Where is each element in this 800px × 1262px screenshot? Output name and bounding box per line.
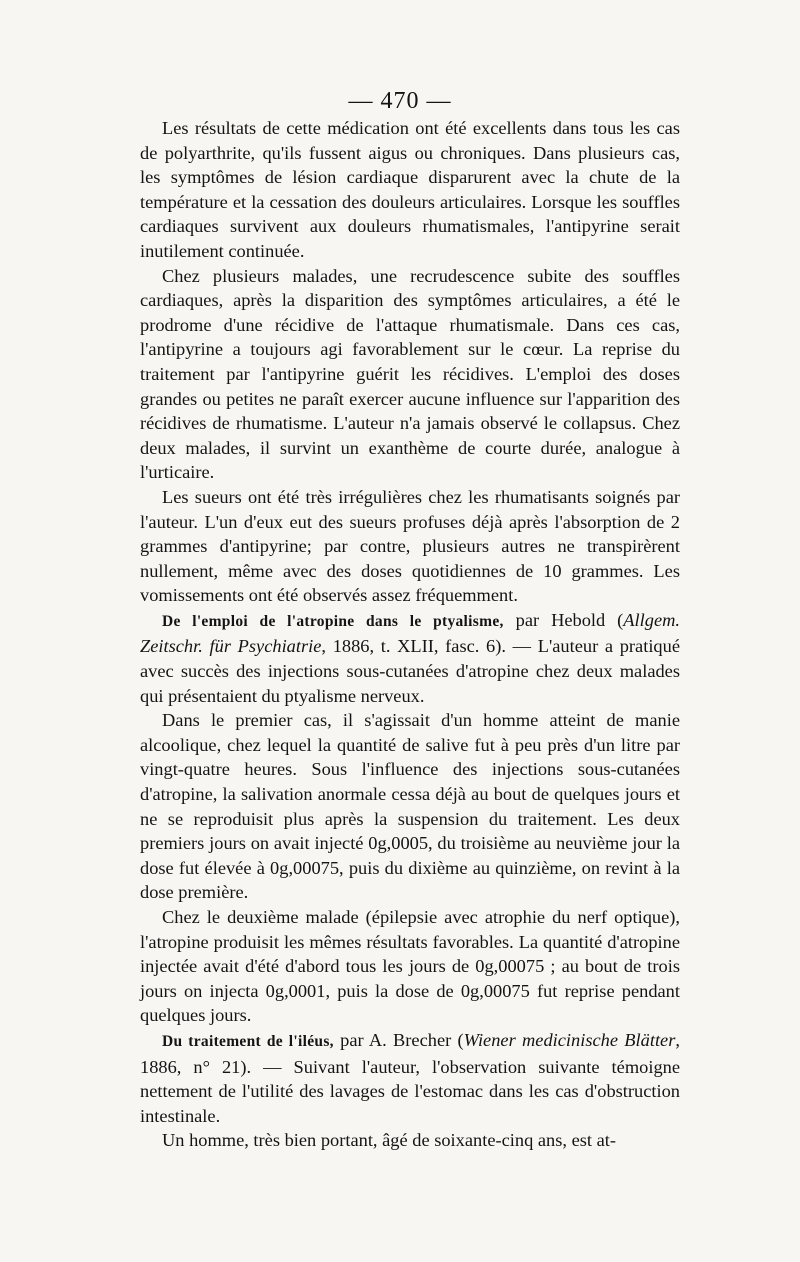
citation-text: , 1886, t. XLII, fasc. 6). — L'auteur a pratiqué avec succès des injections sous-cutanées d'atropine chez deux malades qui présentaient du ptyalisme nerveux.	[140, 636, 680, 706]
citation-text: , 1886, n° 21). — Suivant l'auteur, l'observation suivante témoigne nettement de l'utilité des lavages de l'estomac dans les cas d'obstruction intestinale.	[140, 1029, 680, 1126]
journal-title: Wiener medicinische Blätter	[463, 1029, 676, 1050]
section-heading-ileus: Du traitement de l'iléus,	[162, 1032, 334, 1050]
paragraph: Dans le premier cas, il s'agissait d'un homme atteint de manie alcoolique, chez lequel la quantité de salive fut à peu près d'un litre par vingt-quatre heures. Sous l'influence des injections sous-cutanées d'atropine, la salivation anormale cessa déjà au bout de quelques jours et ne se reproduisit plus après la suspension du traitement. Les deux premiers jours on avait injecté 0g,0005, du troisième au neuvième jour la dose fut élevée à 0g,00075, puis du dixième au quinzième, on revint à la dose première.	[140, 710, 680, 903]
paragraph: Les résultats de cette médication ont été excellents dans tous les cas de polyarthrite, qu'ils fussent aigus ou chroniques. Dans plusieurs cas, les symptômes de lésion cardiaque disparurent avec la chute de la température et la cessation des douleurs articulaires. Lorsque les souffles cardiaques survivent aux douleurs rhumatismales, l'antipyrine serait inutilement continuée.	[140, 118, 680, 261]
paragraph: Un homme, très bien portant, âgé de soixante-cinq ans, est at-	[162, 1130, 617, 1151]
paragraph: Les sueurs ont été très irrégulières chez les rhumatisants soignés par l'auteur. L'un d'eux eut des sueurs profuses déjà après l'absorption de 2 grammes d'antipyrine; par contre, plusieurs autres ne transpirèrent nullement, même avec des doses quotidiennes de 10 grammes. Les vomissements ont été observés assez fréquemment.	[140, 486, 680, 606]
atropine-review-intro	[140, 608, 680, 708]
section-heading-atropine: De l'emploi de l'atropine dans le ptyalisme,	[162, 612, 504, 630]
journal-title: Allgem. Zeitschr. für Psychiatrie	[140, 609, 680, 657]
body-text	[140, 116, 680, 1153]
page-number: — 470 —	[348, 88, 452, 114]
author-reference: par A. Brecher (	[333, 1029, 464, 1050]
paragraph: Chez le deuxième malade (épilepsie avec atrophie du nerf optique), l'atropine produisit les mêmes résultats favorables. La quantité d'atropine injectée avait d'été d'abord tous les jours de 0g,00075 ; au bout de trois jours on injecta 0g,0001, puis la dose de 0g,00075 fut reprise pendant quelques jours.	[140, 907, 680, 1026]
paragraph: Chez plusieurs malades, une recrudescence subite des souffles cardiaques, après la disparition des symptômes articulaires, a été le prodrome d'une récidive de l'attaque rhumatismale. Dans ces cas, l'antipyrine a toujours agi favorablement sur le cœur. La reprise du traitement par l'antipyrine guérit les récidives. L'emploi des doses grandes ou petites ne paraît exercer aucune influence sur l'apparition des récidives de rhumatisme. L'auteur n'a jamais observé le collapsus. Chez deux malades, il survint un exanthème de courte durée, analogue à l'urticaire.	[140, 265, 680, 483]
ileus-review-intro	[140, 1028, 680, 1128]
author-reference: par Hebold (	[503, 609, 624, 630]
